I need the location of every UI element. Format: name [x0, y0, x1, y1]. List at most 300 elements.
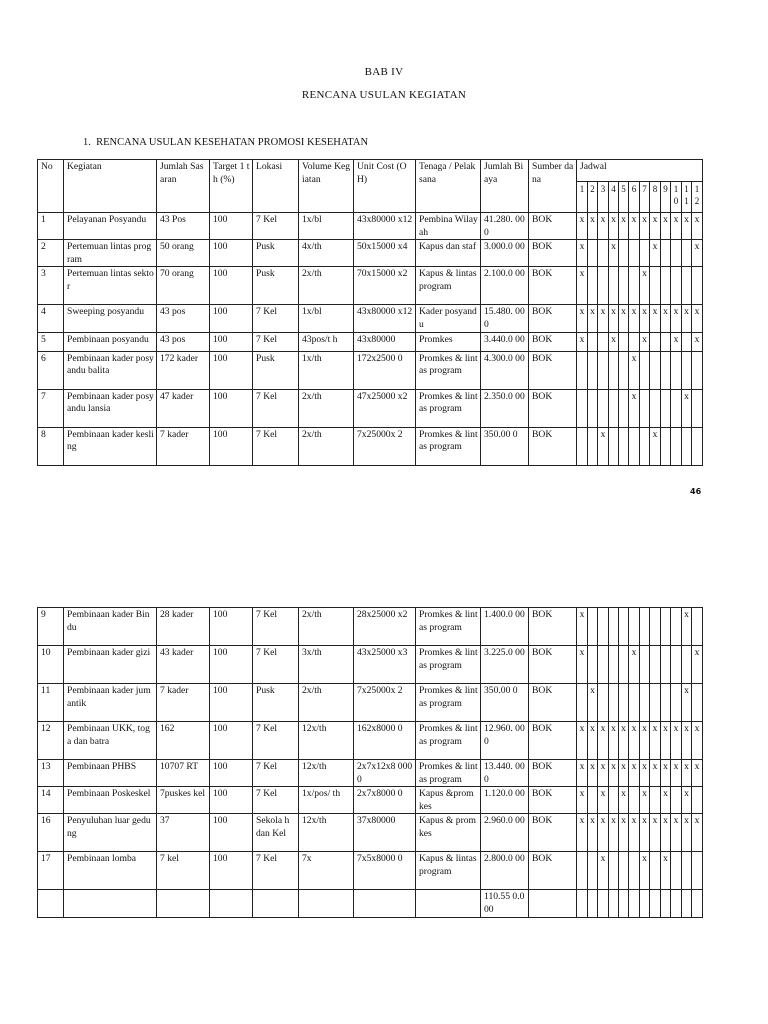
cell-volume: 4x/th: [299, 240, 354, 267]
cell-lokasi: 7 Kel: [253, 722, 299, 760]
cell-volume: 1x/bl: [299, 305, 354, 332]
cell-month: x: [588, 213, 598, 240]
cell-unit-cost: 43x80000: [354, 332, 416, 351]
cell-month: x: [640, 814, 650, 852]
cell-month: x: [650, 722, 661, 760]
cell-volume: 12x/th: [299, 722, 354, 760]
cell-unit-cost: 47x25000 x2: [354, 389, 416, 427]
cell-target: 100: [210, 213, 253, 240]
cell-unit-cost: 28x25000 x2: [354, 608, 416, 646]
table-row: [38, 427, 703, 465]
cell-month: [682, 267, 692, 305]
cell-month: [692, 351, 703, 389]
table-body-page-2: [38, 608, 703, 918]
cell-sumber-dana: BOK: [529, 760, 577, 787]
cell-sasaran: 7 kader: [157, 427, 210, 465]
cell-month: [661, 427, 671, 465]
empty-cell: [210, 890, 253, 917]
cell-biaya: 4.300.0 00: [481, 351, 529, 389]
header-target: Target 1 th (%): [210, 160, 253, 213]
cell-month: [629, 332, 640, 351]
empty-cell: [253, 890, 299, 917]
cell-month: x: [577, 608, 588, 646]
table-row: [38, 787, 703, 814]
cell-volume: 1x/bl: [299, 213, 354, 240]
cell-month: [650, 389, 661, 427]
cell-month: [619, 427, 629, 465]
cell-kegiatan: Pembinaan kader Bindu: [64, 608, 157, 646]
cell-target: 100: [210, 814, 253, 852]
cell-unit-cost: 43x80000 x12: [354, 305, 416, 332]
cell-tenaga: Kapus & promkes: [416, 814, 481, 852]
header-sumber-dana: Sumber dana: [529, 160, 577, 213]
cell-tenaga: Kapus dan staf: [416, 240, 481, 267]
cell-month: [661, 684, 671, 722]
cell-month: x: [671, 814, 682, 852]
cell-month: [629, 427, 640, 465]
cell-volume: 43pos/t h: [299, 332, 354, 351]
cell-month: x: [640, 852, 650, 890]
cell-no: 1: [38, 213, 64, 240]
cell-month: x: [619, 305, 629, 332]
cell-tenaga: Pembina Wilayah: [416, 213, 481, 240]
cell-month: [588, 267, 598, 305]
cell-month: [682, 646, 692, 684]
cell-month: x: [671, 760, 682, 787]
cell-no: 5: [38, 332, 64, 351]
page-number: 46: [690, 487, 702, 496]
cell-month: [588, 852, 598, 890]
cell-month: x: [671, 332, 682, 351]
cell-unit-cost: 37x80000: [354, 814, 416, 852]
cell-volume: 1x/th: [299, 351, 354, 389]
cell-month: [609, 427, 619, 465]
cell-lokasi: 7 Kel: [253, 760, 299, 787]
cell-volume: 2x/th: [299, 684, 354, 722]
cell-no: 7: [38, 389, 64, 427]
cell-month: [671, 427, 682, 465]
cell-lokasi: 7 Kel: [253, 852, 299, 890]
cell-sumber-dana: BOK: [529, 814, 577, 852]
cell-month: x: [609, 760, 619, 787]
header-unit-cost: Unit Cost (OH): [354, 160, 416, 213]
cell-month: [650, 267, 661, 305]
cell-lokasi: 7 Kel: [253, 389, 299, 427]
cell-month: x: [671, 722, 682, 760]
cell-no: 2: [38, 240, 64, 267]
cell-month: x: [661, 722, 671, 760]
cell-no: 11: [38, 684, 64, 722]
cell-kegiatan: Pembinaan UKK, toga dan batra: [64, 722, 157, 760]
cell-biaya: 41.280. 000: [481, 213, 529, 240]
cell-month: [661, 389, 671, 427]
cell-volume: 2x/th: [299, 608, 354, 646]
table-body-page-1: [38, 213, 703, 466]
table-row: [38, 332, 703, 351]
empty-cell: [692, 890, 703, 917]
cell-unit-cost: 7x25000x 2: [354, 684, 416, 722]
cell-month: [650, 852, 661, 890]
header-lokasi: Lokasi: [253, 160, 299, 213]
section-title: 1. RENCANA USULAN KESEHATAN PROMOSI KESEHATAN: [83, 137, 369, 148]
cell-month: [682, 332, 692, 351]
cell-month: x: [619, 722, 629, 760]
cell-month: [598, 389, 609, 427]
cell-month: x: [650, 427, 661, 465]
cell-biaya: 350.00 0: [481, 684, 529, 722]
cell-sumber-dana: BOK: [529, 787, 577, 814]
cell-month: [629, 240, 640, 267]
table-row: [38, 760, 703, 787]
cell-month: x: [682, 684, 692, 722]
chapter-subheading: RENCANA USULAN KEGIATAN: [301, 89, 467, 101]
empty-cell: [64, 890, 157, 917]
cell-month: x: [650, 814, 661, 852]
cell-month: x: [588, 722, 598, 760]
cell-month: x: [577, 213, 588, 240]
cell-month: [619, 267, 629, 305]
cell-month: [671, 267, 682, 305]
cell-sumber-dana: BOK: [529, 351, 577, 389]
cell-target: 100: [210, 787, 253, 814]
cell-month: [609, 852, 619, 890]
cell-month: [577, 389, 588, 427]
cell-month: [629, 787, 640, 814]
cell-no: 16: [38, 814, 64, 852]
cell-month: x: [682, 722, 692, 760]
cell-sasaran: 43 kader: [157, 646, 210, 684]
cell-biaya: 2.960.0 00: [481, 814, 529, 852]
cell-month: x: [629, 305, 640, 332]
cell-no: 3: [38, 267, 64, 305]
cell-unit-cost: 43x80000 x12: [354, 213, 416, 240]
cell-kegiatan: Pelayanan Posyandu: [64, 213, 157, 240]
cell-tenaga: Promkes & lintas program: [416, 389, 481, 427]
chapter-heading: BAB IV: [364, 66, 404, 78]
cell-volume: 12x/th: [299, 814, 354, 852]
cell-month: [682, 427, 692, 465]
cell-biaya: 13.440. 000: [481, 760, 529, 787]
cell-no: 12: [38, 722, 64, 760]
cell-month: [577, 427, 588, 465]
empty-cell: [416, 890, 481, 917]
cell-target: 100: [210, 351, 253, 389]
cell-month: [650, 787, 661, 814]
empty-cell: [661, 890, 671, 917]
cell-month: x: [640, 722, 650, 760]
header-month: 9: [661, 182, 671, 213]
cell-lokasi: Pusk: [253, 267, 299, 305]
cell-tenaga: Promkes & lintas program: [416, 684, 481, 722]
cell-no: 17: [38, 852, 64, 890]
cell-unit-cost: 43x25000 x3: [354, 646, 416, 684]
cell-sumber-dana: BOK: [529, 684, 577, 722]
header-month: 1 1: [682, 182, 692, 213]
cell-month: x: [682, 213, 692, 240]
cell-month: [609, 646, 619, 684]
cell-month: x: [692, 814, 703, 852]
cell-month: x: [629, 389, 640, 427]
cell-target: 100: [210, 760, 253, 787]
cell-month: x: [609, 332, 619, 351]
cell-month: [692, 267, 703, 305]
cell-month: [692, 787, 703, 814]
cell-month: x: [661, 305, 671, 332]
cell-kegiatan: Pembinaan posyandu: [64, 332, 157, 351]
cell-kegiatan: Pembinaan kader gizi: [64, 646, 157, 684]
cell-sasaran: 37: [157, 814, 210, 852]
cell-target: 100: [210, 608, 253, 646]
cell-month: [692, 852, 703, 890]
cell-month: x: [577, 240, 588, 267]
cell-biaya: 2.350.0 00: [481, 389, 529, 427]
cell-unit-cost: 50x15000 x4: [354, 240, 416, 267]
table-row: [38, 608, 703, 646]
cell-month: [588, 389, 598, 427]
cell-target: 100: [210, 267, 253, 305]
cell-month: x: [598, 722, 609, 760]
cell-sasaran: 7 kel: [157, 852, 210, 890]
total-biaya: 110.55 0.000: [481, 890, 529, 917]
cell-month: [619, 332, 629, 351]
cell-month: x: [629, 760, 640, 787]
total-row: [38, 890, 703, 917]
cell-sasaran: 70 orang: [157, 267, 210, 305]
cell-target: 100: [210, 646, 253, 684]
cell-lokasi: 7 Kel: [253, 332, 299, 351]
cell-month: [640, 608, 650, 646]
cell-month: x: [692, 722, 703, 760]
cell-month: [609, 351, 619, 389]
cell-month: x: [692, 646, 703, 684]
cell-month: x: [588, 684, 598, 722]
cell-month: [640, 684, 650, 722]
cell-tenaga: Promkes & lintas program: [416, 608, 481, 646]
cell-month: [598, 351, 609, 389]
cell-month: [650, 608, 661, 646]
cell-month: x: [640, 332, 650, 351]
cell-month: x: [682, 760, 692, 787]
table-row: [38, 814, 703, 852]
cell-month: x: [577, 267, 588, 305]
cell-month: [577, 684, 588, 722]
cell-month: [692, 427, 703, 465]
cell-unit-cost: 2x7x12x8 0000: [354, 760, 416, 787]
cell-month: [598, 267, 609, 305]
cell-month: x: [577, 722, 588, 760]
cell-month: x: [682, 305, 692, 332]
cell-month: [598, 646, 609, 684]
cell-month: x: [598, 213, 609, 240]
cell-month: [588, 240, 598, 267]
cell-month: [671, 684, 682, 722]
cell-month: x: [682, 814, 692, 852]
cell-month: [629, 267, 640, 305]
cell-month: [650, 646, 661, 684]
empty-cell: [598, 890, 609, 917]
cell-month: x: [577, 787, 588, 814]
cell-month: [682, 852, 692, 890]
cell-month: [598, 684, 609, 722]
cell-no: 8: [38, 427, 64, 465]
cell-month: [661, 240, 671, 267]
cell-month: x: [577, 332, 588, 351]
cell-month: x: [640, 787, 650, 814]
table-row: [38, 646, 703, 684]
cell-tenaga: Promkes & lintas program: [416, 351, 481, 389]
empty-cell: [577, 890, 588, 917]
cell-month: [692, 389, 703, 427]
cell-month: [588, 646, 598, 684]
cell-month: [609, 267, 619, 305]
cell-biaya: 2.800.0 00: [481, 852, 529, 890]
cell-month: [661, 608, 671, 646]
cell-unit-cost: 162x8000 0: [354, 722, 416, 760]
cell-unit-cost: 7x25000x 2: [354, 427, 416, 465]
cell-tenaga: Promkes & lintas program: [416, 646, 481, 684]
cell-month: [619, 852, 629, 890]
cell-sasaran: 50 orang: [157, 240, 210, 267]
header-sasaran: Jumlah Sasaran: [157, 160, 210, 213]
cell-sumber-dana: BOK: [529, 427, 577, 465]
cell-month: [640, 427, 650, 465]
cell-sumber-dana: BOK: [529, 332, 577, 351]
cell-month: [629, 608, 640, 646]
cell-month: [661, 646, 671, 684]
cell-volume: 7x: [299, 852, 354, 890]
cell-month: x: [650, 240, 661, 267]
cell-sumber-dana: BOK: [529, 213, 577, 240]
cell-tenaga: Kapus & lintas program: [416, 852, 481, 890]
cell-target: 100: [210, 332, 253, 351]
cell-sasaran: 43 pos: [157, 305, 210, 332]
header-no: No: [38, 160, 64, 213]
cell-month: [640, 240, 650, 267]
cell-volume: 2x/th: [299, 389, 354, 427]
header-month: 4: [609, 182, 619, 213]
cell-kegiatan: Pembinaan kader posyandu lansia: [64, 389, 157, 427]
cell-month: x: [609, 305, 619, 332]
cell-month: x: [588, 760, 598, 787]
cell-tenaga: Promkes & lintas program: [416, 760, 481, 787]
cell-month: x: [692, 240, 703, 267]
cell-month: [640, 351, 650, 389]
cell-target: 100: [210, 305, 253, 332]
cell-no: 13: [38, 760, 64, 787]
empty-cell: [640, 890, 650, 917]
cell-no: 10: [38, 646, 64, 684]
cell-month: [671, 852, 682, 890]
cell-target: 100: [210, 427, 253, 465]
cell-lokasi: Sekola h dan Kel: [253, 814, 299, 852]
cell-month: [598, 332, 609, 351]
cell-month: [661, 267, 671, 305]
cell-month: x: [640, 213, 650, 240]
cell-target: 100: [210, 852, 253, 890]
cell-kegiatan: Pembinaan PHBS: [64, 760, 157, 787]
empty-cell: [299, 890, 354, 917]
cell-biaya: 12.960. 000: [481, 722, 529, 760]
cell-unit-cost: 70x15000 x2: [354, 267, 416, 305]
cell-no: 6: [38, 351, 64, 389]
cell-sasaran: 162: [157, 722, 210, 760]
empty-cell: [354, 890, 416, 917]
cell-tenaga: Kapus & lintas program: [416, 267, 481, 305]
cell-biaya: 1.400.0 00: [481, 608, 529, 646]
cell-kegiatan: Pertemuan lintas sektor: [64, 267, 157, 305]
cell-month: [661, 351, 671, 389]
cell-sasaran: 10707 RT: [157, 760, 210, 787]
cell-month: x: [598, 760, 609, 787]
cell-kegiatan: Pembinaan kader jumantik: [64, 684, 157, 722]
cell-sasaran: 7puskes kel: [157, 787, 210, 814]
cell-kegiatan: Pembinaan kader posyandu balita: [64, 351, 157, 389]
cell-month: x: [661, 213, 671, 240]
cell-month: [609, 389, 619, 427]
cell-month: x: [609, 814, 619, 852]
cell-month: [640, 389, 650, 427]
header-jadwal: Jadwal: [577, 160, 703, 182]
cell-sasaran: 172 kader: [157, 351, 210, 389]
cell-lokasi: Pusk: [253, 684, 299, 722]
table-row: [38, 213, 703, 240]
cell-month: [692, 684, 703, 722]
cell-month: x: [661, 852, 671, 890]
cell-month: [609, 608, 619, 646]
table-row: [38, 684, 703, 722]
cell-month: [588, 608, 598, 646]
cell-month: [671, 389, 682, 427]
cell-lokasi: Pusk: [253, 240, 299, 267]
cell-volume: 3x/th: [299, 646, 354, 684]
cell-unit-cost: 7x5x8000 0: [354, 852, 416, 890]
cell-month: [619, 240, 629, 267]
cell-month: [692, 608, 703, 646]
empty-cell: [671, 890, 682, 917]
cell-month: [650, 684, 661, 722]
cell-month: [640, 646, 650, 684]
cell-month: x: [692, 760, 703, 787]
cell-month: [629, 852, 640, 890]
cell-lokasi: 7 Kel: [253, 608, 299, 646]
cell-sumber-dana: BOK: [529, 646, 577, 684]
header-month: 6: [629, 182, 640, 213]
cell-biaya: 350.00 0: [481, 427, 529, 465]
cell-month: x: [629, 814, 640, 852]
cell-month: [671, 608, 682, 646]
cell-sumber-dana: BOK: [529, 852, 577, 890]
cell-month: x: [671, 305, 682, 332]
cell-month: [577, 351, 588, 389]
cell-month: x: [598, 427, 609, 465]
cell-month: x: [609, 213, 619, 240]
cell-month: [598, 608, 609, 646]
cell-sumber-dana: BOK: [529, 267, 577, 305]
cell-month: x: [577, 814, 588, 852]
cell-month: x: [661, 814, 671, 852]
cell-lokasi: 7 Kel: [253, 213, 299, 240]
cell-month: x: [640, 267, 650, 305]
cell-tenaga: Promkes: [416, 332, 481, 351]
cell-sasaran: 43 Pos: [157, 213, 210, 240]
table-row: [38, 852, 703, 890]
table-row: [38, 722, 703, 760]
cell-volume: 2x/th: [299, 267, 354, 305]
cell-month: x: [629, 351, 640, 389]
cell-month: x: [661, 760, 671, 787]
cell-month: [588, 427, 598, 465]
cell-month: x: [619, 787, 629, 814]
